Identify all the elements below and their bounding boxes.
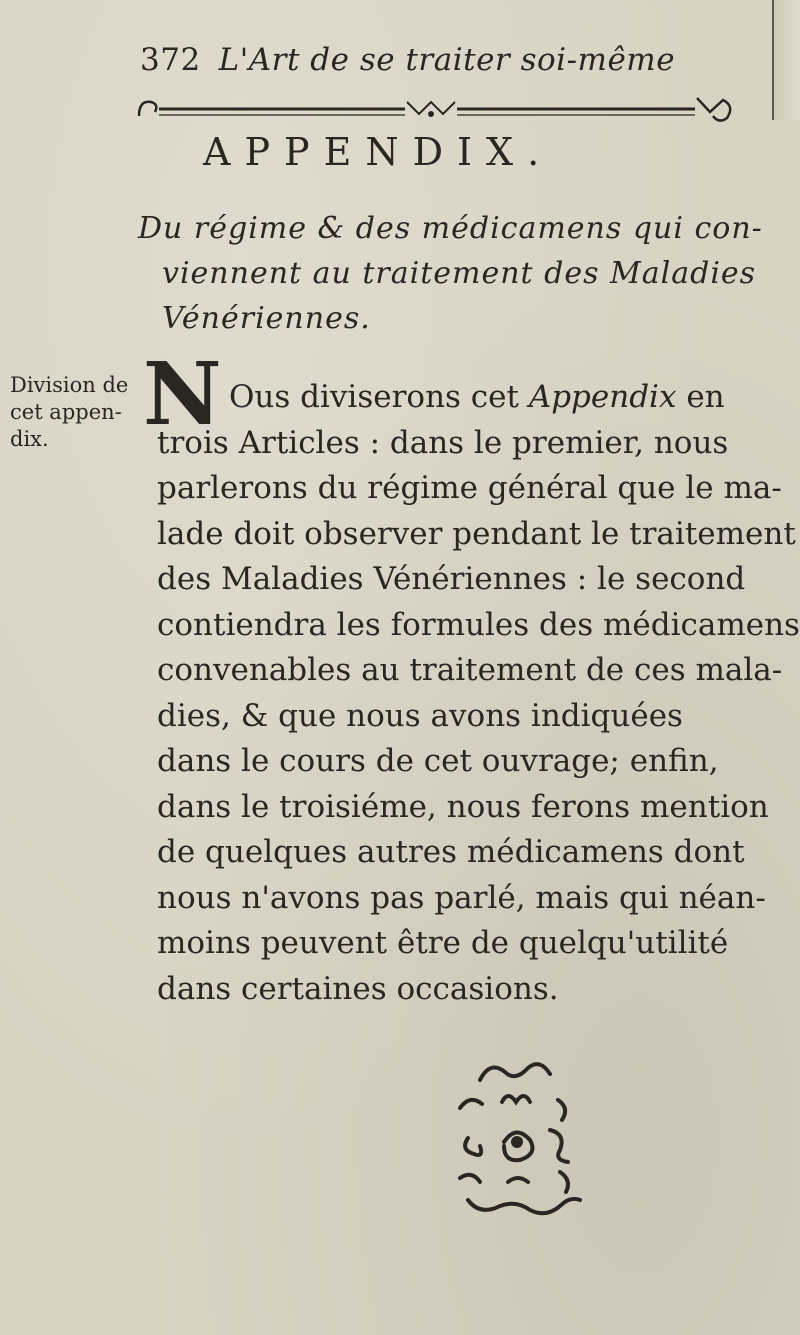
ornament-rule-icon [135, 92, 745, 126]
first-line-italic: Appendix [528, 379, 677, 415]
body-line: dans certaines occasions. [157, 970, 559, 1007]
margin-note-line: Division de [10, 373, 129, 397]
floral-vignette-icon [420, 1050, 620, 1220]
body-line: parlerons du régime général que le ma- [157, 470, 782, 506]
subtitle-line: viennent au traitement des Maladies [162, 256, 757, 291]
subtitle-line: Vénériennes. [162, 301, 371, 336]
margin-note-line: cet appen- [10, 400, 122, 424]
first-line-end: en [676, 379, 725, 415]
body-line: convenables au traitement de ces mala- [157, 652, 783, 688]
body-line: de quelques autres médicamens dont [157, 834, 745, 870]
section-title: APPENDIX. [203, 130, 554, 174]
body-line: nous n'avons pas parlé, mais qui néan- [157, 879, 766, 916]
body-line: dies, & que nous avons indiquées [157, 697, 683, 734]
body-line: moins peuvent être de quelqu'utilité [157, 925, 729, 961]
body-line: des Maladies Vénériennes : le second [157, 561, 746, 597]
margin-note-line: dix. [10, 427, 49, 451]
drop-cap: N [143, 344, 222, 445]
body-line: trois Articles : dans le premier, nous [157, 424, 729, 461]
subtitle-line: Du régime & des médicamens qui con- [138, 211, 763, 246]
section-subtitle [138, 206, 788, 341]
body-line: dans le cours de cet ouvrage; enfin, [157, 743, 719, 779]
body-line: dans le troisiéme, nous ferons mention [157, 788, 769, 825]
body-line: contiendra les formules des médicamens [157, 606, 800, 643]
page-number: 372 [140, 42, 201, 78]
running-head [140, 42, 675, 78]
margin-note [10, 372, 128, 453]
body-line [157, 375, 797, 421]
first-line-start: Ous diviserons cet [229, 379, 529, 415]
adjacent-page-edge [772, 0, 800, 120]
body-line: lade doit observer pendant le traitement [157, 515, 796, 552]
body-paragraph [157, 375, 800, 1012]
running-title: L'Art de se traiter soi-même [218, 42, 676, 78]
